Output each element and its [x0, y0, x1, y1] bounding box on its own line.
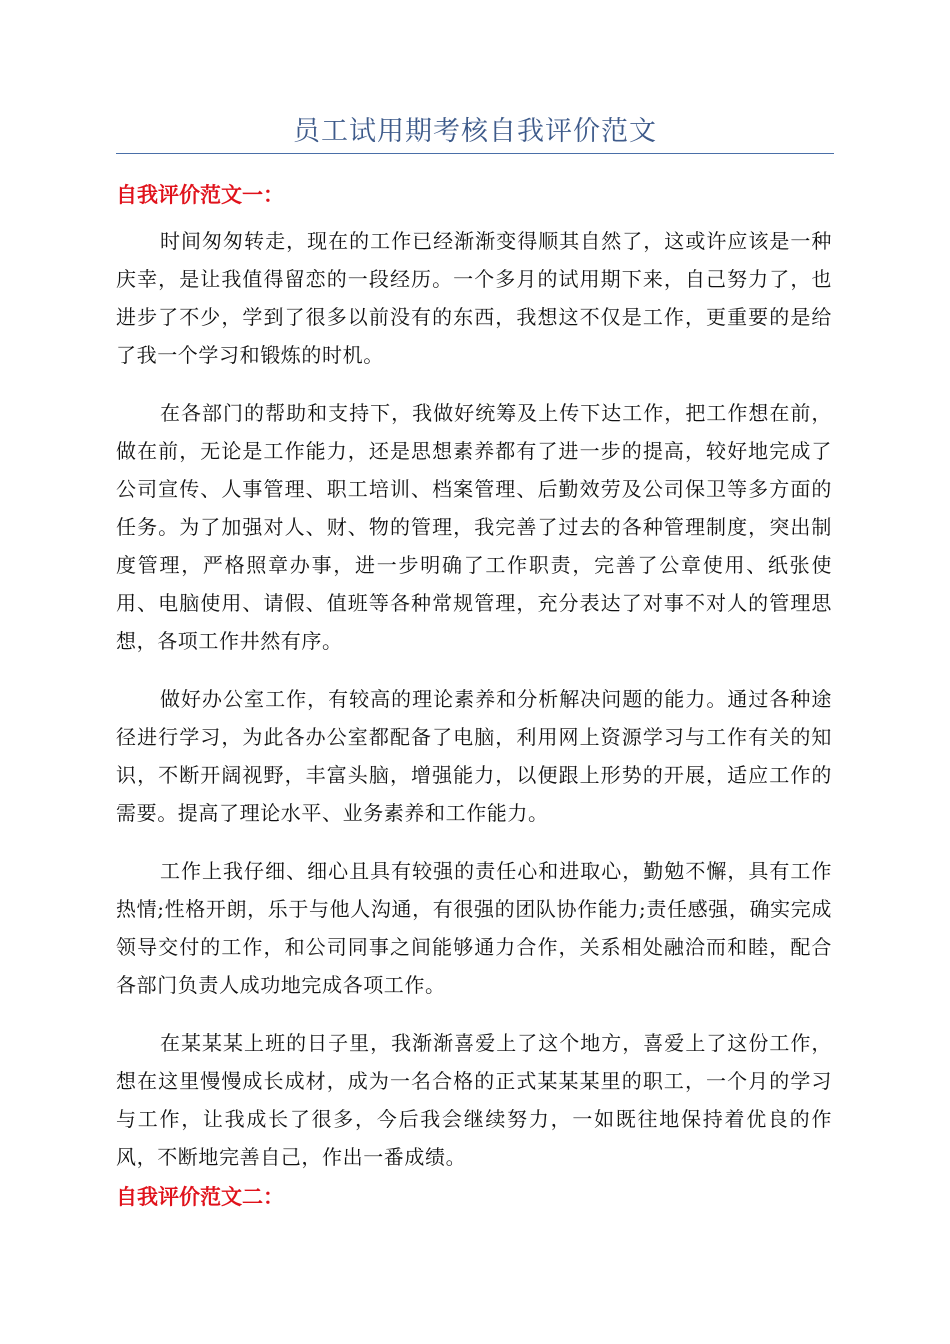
section-heading-2: 自我评价范文二：: [116, 1185, 284, 1209]
section-1-body: [116, 222, 832, 1196]
paragraph-5: 在某某某上班的日子里，我渐渐喜爱上了这个地方，喜爱上了这份工作，想在这里慢慢成长成材，成为一名合格的正式某某某里的职工，一个月的学习与工作，让我成长了很多，今后我会继续努力，一如既往地保持着优良的作风，不断地完善自己，作出一番成绩。: [116, 1031, 832, 1169]
title-underline: [116, 153, 834, 154]
paragraph-2: 在各部门的帮助和支持下，我做好统筹及上传下达工作，把工作想在前，做在前，无论是工作能力，还是思想素养都有了进一步的提高，较好地完成了公司宣传、人事管理、职工培训、档案管理、后勤效劳及公司保卫等多方面的任务。为了加强对人、财、物的管理，我完善了过去的各种管理制度，突出制度管理，严格照章办事，进一步明确了工作职责，完善了公章使用、纸张使用、电脑使用、请假、值班等各种常规管理，充分表达了对事不对人的管理思想，各项工作井然有序。: [116, 401, 832, 653]
paragraph-1: 时间匆匆转走，现在的工作已经渐渐变得顺其自然了，这或许应该是一种庆幸，是让我值得留恋的一段经历。一个多月的试用期下来，自己努力了，也进步了不少，学到了很多以前没有的东西，我想这不仅是工作，更重要的是给了我一个学习和锻炼的时机。: [116, 229, 832, 367]
section-heading-1: 自我评价范文一：: [116, 183, 284, 207]
paragraph-4: 工作上我仔细、细心且具有较强的责任心和进取心，勤勉不懈，具有工作热情;性格开朗，乐于与他人沟通，有很强的团队协作能力;责任感强，确实完成领导交付的工作，和公司同事之间能够通力合作，关系相处融洽而和睦，配合各部门负责人成功地完成各项工作。: [116, 859, 832, 997]
paragraph-3: 做好办公室工作，有较高的理论素养和分析解决问题的能力。通过各种途径进行学习，为此各办公室都配备了电脑，利用网上资源学习与工作有关的知识，不断开阔视野，丰富头脑，增强能力，以便跟上形势的开展，适应工作的需要。提高了理论水平、业务素养和工作能力。: [116, 687, 832, 825]
document-title: 员工试用期考核自我评价范文: [293, 116, 657, 147]
